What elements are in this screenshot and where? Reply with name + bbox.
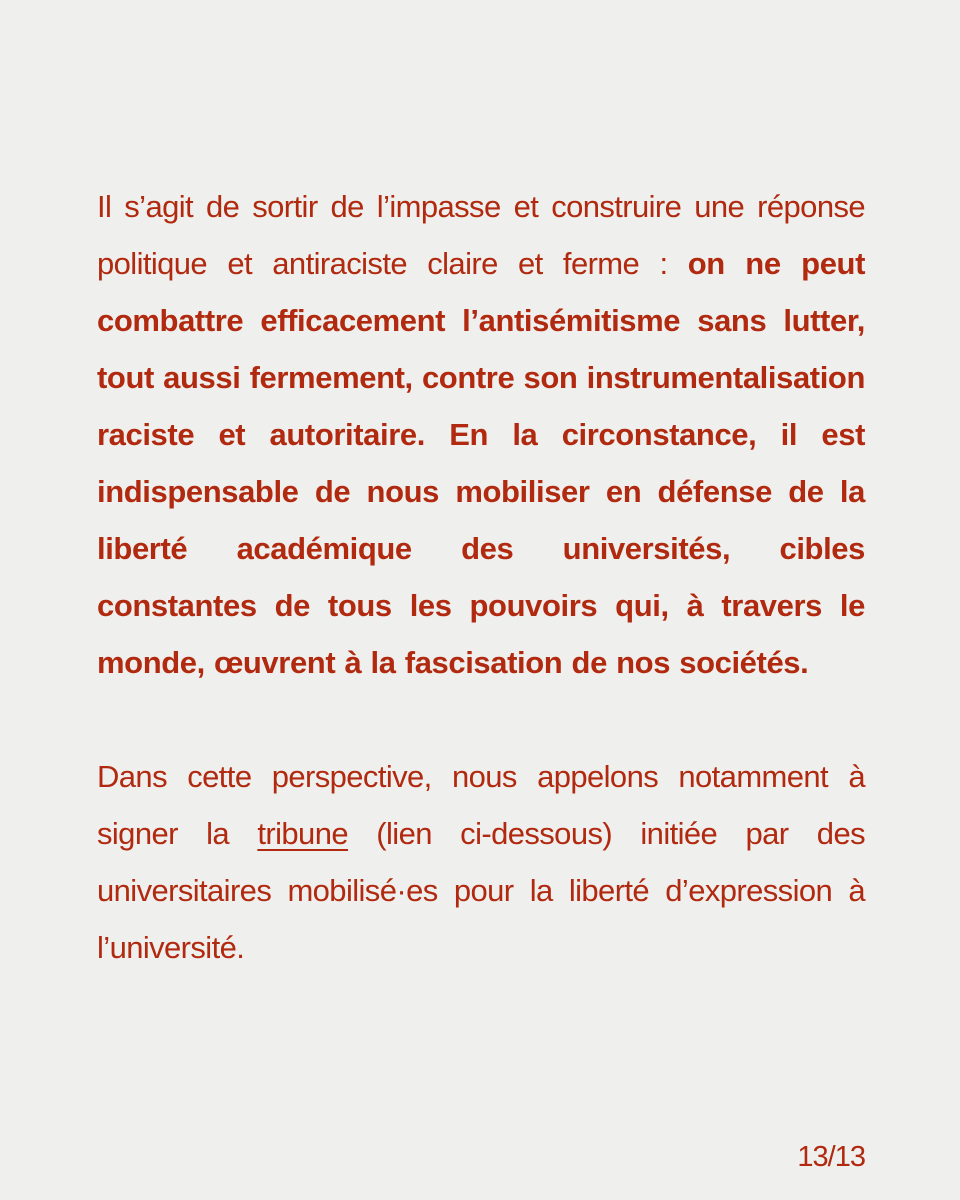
paragraph-1-intro: Il s’agit de sortir de l’impasse et construire une réponse politique et antiraciste claire et ferme : (97, 189, 865, 281)
paragraph-2 (97, 748, 865, 976)
tribune-link[interactable]: tribune (257, 816, 348, 851)
paragraph-1-emphasis: on ne peut combattre efficacement l’antisémitisme sans lutter, tout aussi fermement, contre son instrumentalisation raciste et autoritaire. En la circonstance, il est indispensable de nous mobiliser en défense de la liberté académique des universités, cibles constantes de tous les pouvoirs qui, à travers le monde, œuvrent à la fascisation de nos sociétés. (97, 246, 865, 680)
paragraph-2-after-link: (lien ci-dessous) initiée par des universitaires mobilisé·es pour la liberté d’expression à l’université. (97, 816, 865, 965)
page-number: 13/13 (797, 1141, 865, 1173)
paragraph-1 (97, 178, 865, 691)
article-body (97, 178, 865, 976)
paragraph-2-before-link: Dans cette perspective, nous appelons notamment à signer la (97, 759, 865, 851)
